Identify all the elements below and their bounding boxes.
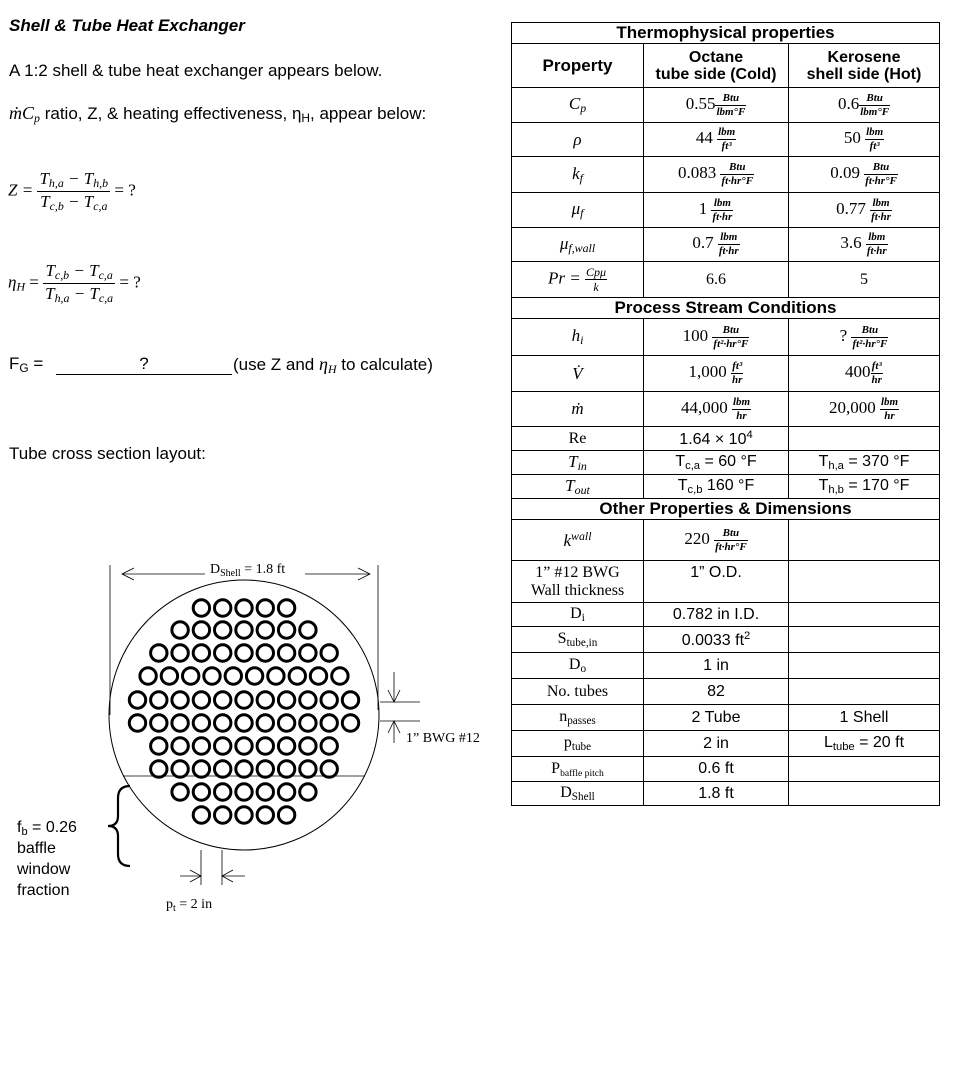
tube-circle: [342, 715, 358, 731]
tube-circle: [332, 668, 348, 684]
table-row: [512, 782, 940, 806]
cell-octane-rho: 44 $\frac{\text{lbm}}{\text{ft³}}$: [644, 123, 789, 157]
row-label-hi: $h_i$: [512, 319, 644, 356]
tube-circle: [204, 668, 220, 684]
cell-octane-do: 1 in: [644, 653, 789, 679]
cell-kero-tout: $T_{h,b} = 170$ °F: [789, 475, 940, 499]
cell-octane-npasses: 2 Tube: [644, 705, 789, 731]
tube-circle: [278, 761, 294, 777]
cell-octane-re: $1.64 \times 10^4$: [644, 427, 789, 451]
table-row: [512, 705, 940, 731]
section-process: Process Stream Conditions: [512, 298, 940, 319]
tube-circle: [215, 715, 231, 731]
tube-circle: [151, 692, 167, 708]
tube-circle: [151, 761, 167, 777]
table-row: [512, 123, 940, 157]
ratio-line: [9, 103, 426, 126]
row-label-bwg: 1” #12 BWG Wall thickness: [512, 561, 644, 603]
cell-kero-rho: 50 $\frac{\text{lbm}}{\text{ft³}}$: [789, 123, 940, 157]
mcp-symbol: ṁC: [9, 103, 35, 123]
tube-circle: [215, 761, 231, 777]
table-row: [512, 653, 940, 679]
table-row: [512, 679, 940, 705]
eta-fraction: $\frac{T_{c,b} - T_{c,a}}{T_{h,a} - T_{c,a}}$: [45, 261, 114, 305]
row-label-kf: $k_f$: [512, 157, 644, 193]
row-label-pbaffle: $P_{baffle pitch}$: [512, 757, 644, 782]
tube-circle: [172, 692, 188, 708]
tube-circle: [268, 668, 284, 684]
row-label-muf: $\mu_f$: [512, 193, 644, 228]
dshell-label: $D_{Shell} = 1.8$ ft: [210, 562, 286, 579]
eta-eq: =: [29, 272, 39, 292]
table-row: [512, 319, 940, 356]
row-label-kwall: $k^{wall}$: [512, 520, 644, 561]
properties-table: [511, 22, 940, 806]
col-kerosene: Kerosene shell side (Hot): [789, 44, 940, 88]
tube-circle: [257, 692, 273, 708]
tube-circle: [193, 715, 209, 731]
cell-octane-pbaffle: 0.6 ft: [644, 757, 789, 782]
cell-kero-bwg: [789, 561, 940, 603]
tube-circle: [321, 761, 337, 777]
tube-circle: [236, 645, 252, 661]
tube-circle: [278, 715, 294, 731]
page-title: Shell & Tube Heat Exchanger: [9, 16, 245, 35]
table-row: [512, 475, 940, 499]
tube-circle: [289, 668, 305, 684]
cell-kero-pr: 5: [789, 262, 940, 298]
tube-circle: [257, 807, 273, 823]
tube-circle: [278, 784, 294, 800]
tube-circle: [193, 645, 209, 661]
cell-kero-mufwall: 3.6 $\frac{\text{lbm}}{ft\cdot hr}$: [789, 228, 940, 262]
cell-kero-di: [789, 603, 940, 627]
table-row: [512, 603, 940, 627]
tube-circle: [257, 784, 273, 800]
tube-circle: [215, 692, 231, 708]
row-label-rho: ρ: [512, 123, 644, 157]
row-label-re: Re: [512, 427, 644, 451]
cell-octane-ptube: 2 in: [644, 731, 789, 757]
tube-circle: [236, 622, 252, 638]
z-rhs: = ?: [114, 180, 136, 200]
tube-circle: [172, 715, 188, 731]
cell-octane-dshell: 1.8 ft: [644, 782, 789, 806]
row-label-npasses: $n_{passes}$: [512, 705, 644, 731]
cell-octane-muf: 1 $\frac{\text{lbm}}{ft\cdot hr}$: [644, 193, 789, 228]
cell-octane-kf: 0.083 $\frac{\text{Btu}}{ft\cdot hr^\circ F}$: [644, 157, 789, 193]
row-label-di: $D_i$: [512, 603, 644, 627]
row-label-mufwall: $\mu_{f,wall}$: [512, 228, 644, 262]
fb-label: fb = 0.26: [17, 819, 77, 838]
cell-kero-muf: 0.77 $\frac{\text{lbm}}{ft\cdot hr}$: [789, 193, 940, 228]
tube-layout-diagram: [0, 540, 510, 920]
tube-circle: [193, 761, 209, 777]
table-row: [512, 228, 940, 262]
table-row: [512, 451, 940, 475]
fg-blank[interactable]: ?: [56, 354, 232, 375]
cell-kero-kwall: [789, 520, 940, 561]
tube-circle: [193, 784, 209, 800]
table-row: [512, 731, 940, 757]
tube-circle: [215, 622, 231, 638]
tube-circle: [172, 784, 188, 800]
row-label-ntubes: No. tubes: [512, 679, 644, 705]
tube-circle: [321, 645, 337, 661]
row-label-mdot: ṁ: [512, 392, 644, 427]
tube-circle: [278, 692, 294, 708]
tube-circle: [161, 668, 177, 684]
cell-octane-bwg: 1” O.D.: [644, 561, 789, 603]
tube-circle: [300, 738, 316, 754]
cell-kero-vdot: 400 $\frac{\text{ft³}}{hr}$: [789, 356, 940, 392]
tube-circle: [193, 738, 209, 754]
tube-circle: [129, 692, 145, 708]
tube-circle: [172, 738, 188, 754]
tube-circle: [300, 622, 316, 638]
cell-kero-kf: 0.09 $\frac{\text{Btu}}{ft\cdot hr^\circ F}$: [789, 157, 940, 193]
cell-kero-cp: 0.6 $\frac{\text{Btu}}{\text{lbm°F}}$: [789, 88, 940, 123]
tube-circle: [321, 738, 337, 754]
cell-kero-re: [789, 427, 940, 451]
tube-circle: [236, 807, 252, 823]
tube-circle: [257, 600, 273, 616]
table-row: [512, 561, 940, 603]
tube-circle: [342, 692, 358, 708]
cell-kero-dshell: [789, 782, 940, 806]
eta-rhs: = ?: [119, 272, 141, 292]
section-other: Other Properties & Dimensions: [512, 499, 940, 520]
cell-octane-tout: $T_{c,b}$ 160 °F: [644, 475, 789, 499]
table-row: [512, 392, 940, 427]
row-label-dshell: $D_{Shell}$: [512, 782, 644, 806]
cell-kero-stube: [789, 627, 940, 653]
tube-circle: [278, 645, 294, 661]
cell-kero-ntubes: [789, 679, 940, 705]
cell-octane-stube: 0.0033 $ft^2$: [644, 627, 789, 653]
col-octane: Octane tube side (Cold): [644, 44, 789, 88]
col-property: Property: [512, 44, 644, 88]
tube-circle: [215, 784, 231, 800]
table-row: [512, 157, 940, 193]
cell-octane-tin: $T_{c,a} = 60$ °F: [644, 451, 789, 475]
table-row: [512, 520, 940, 561]
tube-circle: [225, 668, 241, 684]
tube-circle: [236, 600, 252, 616]
intro-text: A 1:2 shell & tube heat exchanger appears below.: [9, 61, 383, 80]
tube-circle: [236, 715, 252, 731]
cell-octane-mdot: 44,000 $\frac{\text{lbm}}{hr}$: [644, 392, 789, 427]
tube-circle: [257, 738, 273, 754]
tube-circle: [257, 715, 273, 731]
table-row: [512, 193, 940, 228]
cell-kero-pbaffle: [789, 757, 940, 782]
tube-circle: [300, 784, 316, 800]
z-fraction: $\frac{T_{h,a} - T_{h,b}}{T_{c,b} - T_{c,a}}$: [39, 169, 109, 213]
tube-circle: [236, 761, 252, 777]
cell-octane-pr: 6.6: [644, 262, 789, 298]
row-label-cp: $C_p$: [512, 88, 644, 123]
fg-note: (use Z and $\eta_H$ to calculate): [233, 354, 433, 376]
tube-circle: [129, 715, 145, 731]
tube-circle: [140, 668, 156, 684]
tube-bundle: [129, 600, 358, 823]
mcp-sub: p: [34, 111, 40, 125]
pt-label: $p_t = 2$ in: [166, 897, 213, 914]
tube-circle: [236, 692, 252, 708]
tube-circle: [172, 761, 188, 777]
tube-circle: [193, 622, 209, 638]
fb-line2: baffle: [17, 840, 56, 857]
table-row: [512, 262, 940, 298]
ratio-text-a: ratio, Z, & heating effectiveness, η: [44, 104, 302, 123]
tube-circle: [300, 645, 316, 661]
tube-circle: [300, 715, 316, 731]
fb-line3: window: [17, 861, 71, 878]
tube-circle: [215, 807, 231, 823]
table-row: [512, 356, 940, 392]
tube-circle: [172, 622, 188, 638]
z-equation: [8, 170, 136, 213]
row-label-vdot: V̇: [512, 356, 644, 392]
tube-circle: [215, 600, 231, 616]
tube-circle: [151, 715, 167, 731]
table-row: [512, 88, 940, 123]
eta-equation: $\eta_H$ = $\frac{T_{c,b} - T_{c,a}}{T_{h,a} - T_{c,a}}$ = ?: [8, 261, 141, 305]
row-label-tin: $T_{in}$: [512, 451, 644, 475]
tube-circle: [215, 645, 231, 661]
cell-octane-di: 0.782 in I.D.: [644, 603, 789, 627]
tube-circle: [172, 645, 188, 661]
tube-circle: [183, 668, 199, 684]
tube-circle: [193, 600, 209, 616]
tube-circle: [193, 692, 209, 708]
tube-circle: [215, 738, 231, 754]
tube-circle: [300, 692, 316, 708]
tube-circle: [278, 738, 294, 754]
baffle-brace-icon: [108, 786, 130, 866]
ratio-text-sub: H: [301, 111, 311, 125]
tube-circle: [321, 692, 337, 708]
cell-octane-vdot: 1,000 $\frac{\text{ft³}}{hr}$: [644, 356, 789, 392]
ratio-text-b: , appear below:: [310, 104, 427, 123]
layout-caption: Tube cross section layout:: [9, 444, 206, 463]
eta-lhs: η: [8, 272, 17, 292]
tube-circle: [278, 600, 294, 616]
cell-kero-hi: ? $\frac{\text{Btu}}{\text{ft²·hr°F}}$: [789, 319, 940, 356]
cell-kero-tin: $T_{h,a} = 370$ °F: [789, 451, 940, 475]
tube-circle: [257, 645, 273, 661]
cell-kero-npasses: 1 Shell: [789, 705, 940, 731]
tube-circle: [257, 622, 273, 638]
tube-circle: [193, 807, 209, 823]
row-label-do: $D_o$: [512, 653, 644, 679]
fb-line4: fraction: [17, 882, 70, 899]
tube-circle: [300, 761, 316, 777]
cell-kero-ptube: $L_{tube} = 20$ ft: [789, 731, 940, 757]
tube-circle: [151, 738, 167, 754]
tube-circle: [321, 715, 337, 731]
row-label-stube: $S_{tube,in}$: [512, 627, 644, 653]
tube-circle: [278, 807, 294, 823]
bwg-label: 1” BWG #12: [406, 731, 480, 746]
row-label-ptube: $p_{tube}$: [512, 731, 644, 757]
cell-kero-mdot: 20,000 $\frac{\text{lbm}}{hr}$: [789, 392, 940, 427]
tube-circle: [278, 622, 294, 638]
cell-octane-kwall: 220 $\frac{\text{Btu}}{ft\cdot hr^\circ F}$: [644, 520, 789, 561]
tube-circle: [151, 645, 167, 661]
table-row: [512, 627, 940, 653]
cell-octane-hi: 100 $\frac{\text{Btu}}{\text{ft²·hr°F}}$: [644, 319, 789, 356]
cell-octane-mufwall: 0.7 $\frac{\text{lbm}}{ft\cdot hr}$: [644, 228, 789, 262]
table-row: [512, 427, 940, 451]
z-lhs: Z =: [8, 180, 34, 200]
row-label-tout: $T_{out}$: [512, 475, 644, 499]
tube-circle: [257, 761, 273, 777]
tube-circle: [236, 784, 252, 800]
tube-circle: [236, 738, 252, 754]
row-label-pr: Pr = $\frac{\text{Cpμ}}{k}$: [512, 262, 644, 298]
table-title: Thermophysical properties: [512, 23, 940, 44]
cell-octane-cp: 0.55 $\frac{\text{Btu}}{\text{lbm°F}}$: [644, 88, 789, 123]
cell-octane-ntubes: 82: [644, 679, 789, 705]
tube-circle: [246, 668, 262, 684]
fg-line: $F_G$ =: [9, 354, 44, 375]
cell-kero-do: [789, 653, 940, 679]
tube-circle: [310, 668, 326, 684]
table-row: [512, 757, 940, 782]
